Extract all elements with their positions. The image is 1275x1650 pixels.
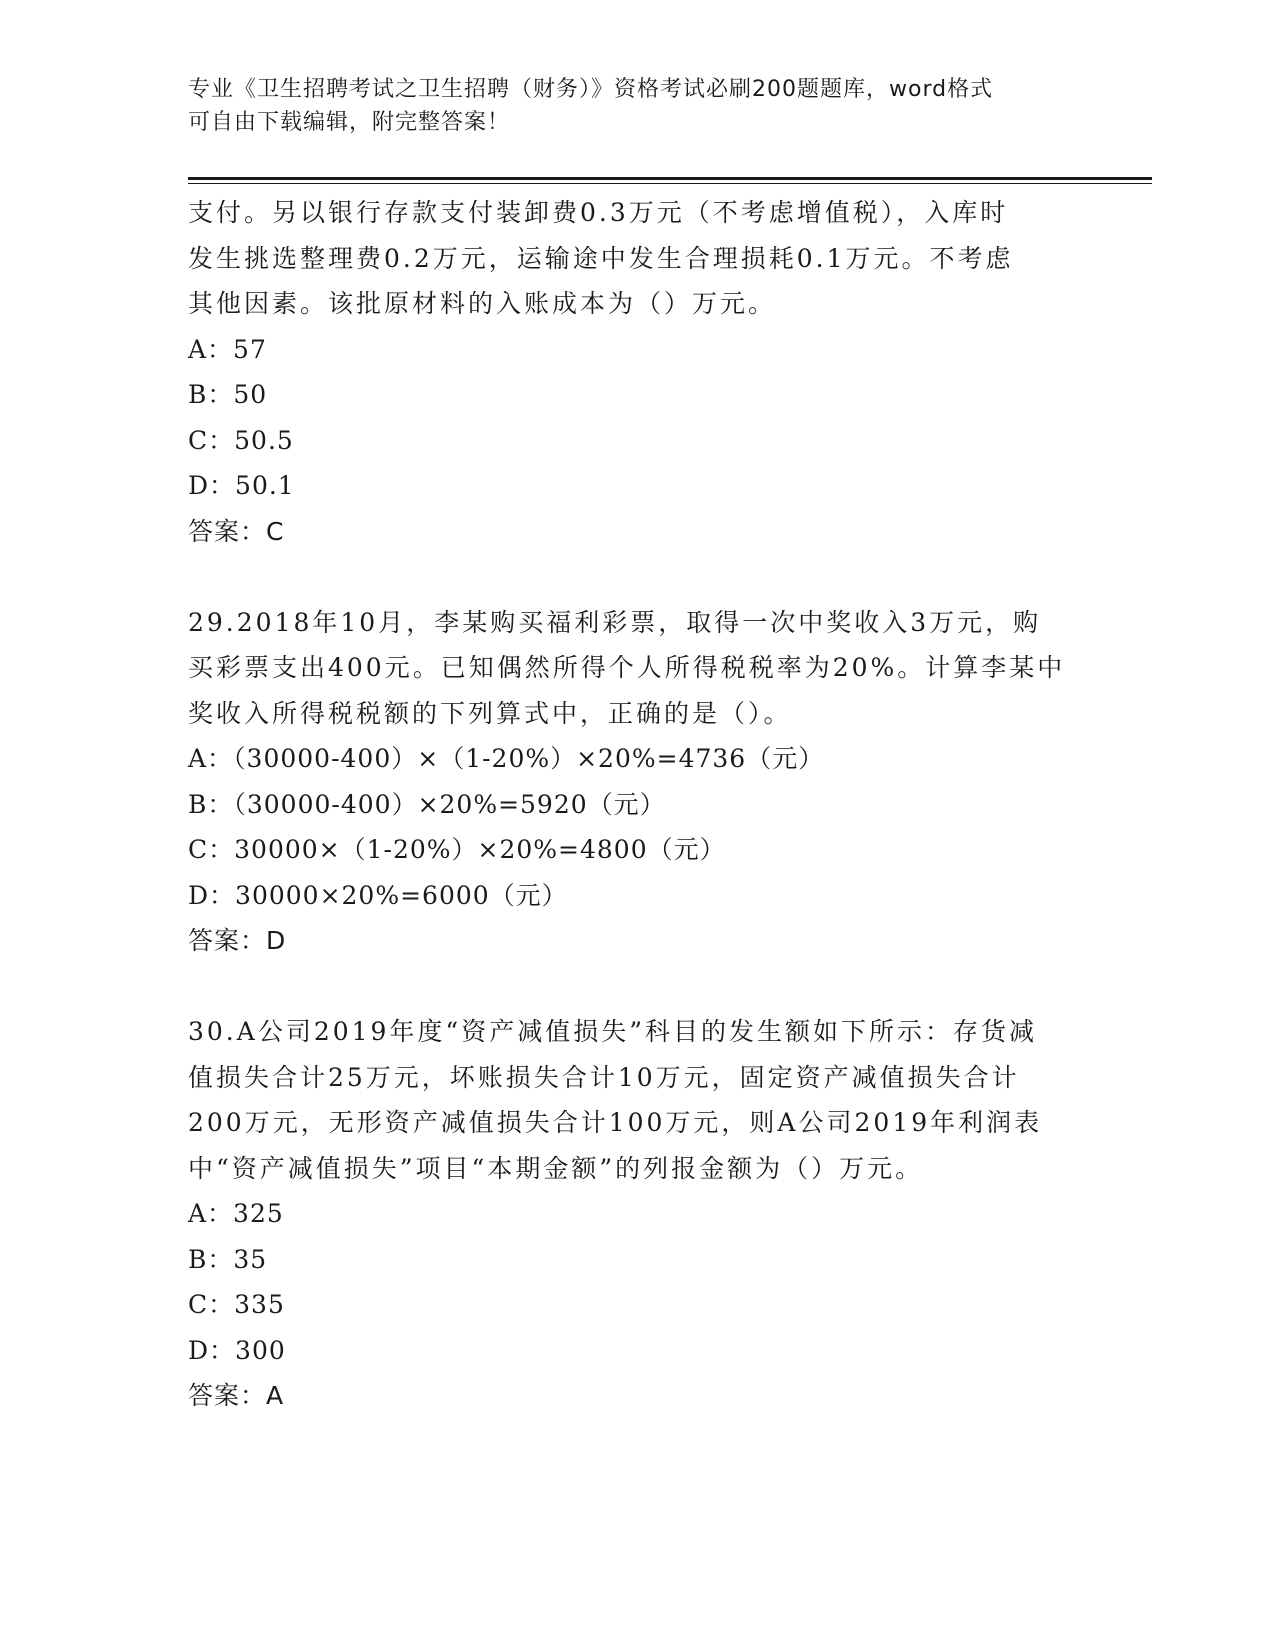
question-block xyxy=(188,600,1088,964)
option-c: C：30000×（1-20%）×20%=4800（元） xyxy=(188,835,726,864)
option-b: B：35 xyxy=(188,1244,268,1274)
answer-line: 答案：D xyxy=(188,926,287,955)
question-text-line: 发生挑选整理费0.2万元，运输途中发生合理损耗0.1万元。不考虑 xyxy=(188,243,1014,273)
option-b: B：50 xyxy=(188,380,268,409)
question-text-line: 30.A公司2019年度“资产减值损失”科目的发生额如下所示：存货减 xyxy=(188,1017,1037,1046)
option-b: B：（30000-400）×20%=5920（元） xyxy=(188,789,666,819)
option-c: C：335 xyxy=(188,1290,285,1319)
question-text-line: 其他因素。该批原材料的入账成本为（）万元。 xyxy=(188,289,777,318)
option-d: D：300 xyxy=(188,1335,286,1365)
option-a: A：（30000-400）×（1-20%）×20%=4736（元） xyxy=(188,744,825,773)
question-text-line: 支付。另以银行存款支付装卸费0.3万元（不考虑增值税），入库时 xyxy=(188,198,1009,227)
question-text-line: 值损失合计25万元，坏账损失合计10万元，固定资产减值损失合计 xyxy=(188,1062,1020,1092)
header-divider-thick xyxy=(188,177,1152,180)
option-a: A：57 xyxy=(188,334,267,364)
header-title-line-1: 专业《卫生招聘考试之卫生招聘（财务）》资格考试必刷200题题库，word格式 xyxy=(188,77,994,102)
header-divider-thin xyxy=(188,183,1152,184)
answer-line: 答案：A xyxy=(188,1381,285,1410)
question-text-line: 奖收入所得税税额的下列算式中，正确的是（）。 xyxy=(188,698,792,728)
option-d: D：50.1 xyxy=(188,471,295,500)
question-list xyxy=(188,190,1088,1419)
header-title-line-2: 可自由下载编辑，附完整答案！ xyxy=(188,110,511,135)
question-block xyxy=(188,1009,1088,1419)
question-spacer xyxy=(188,964,1088,1010)
question-text-line: 买彩票支出400元。已知偶然所得个人所得税税率为20%。计算李某中 xyxy=(188,653,1066,682)
question-text-line: 200万元，无形资产减值损失合计100万元，则A公司2019年利润表 xyxy=(188,1108,1043,1137)
question-spacer xyxy=(188,554,1088,600)
option-a: A：325 xyxy=(188,1199,284,1228)
question-text-line: 中“资产减值损失”项目“本期金额”的列报金额为（）万元。 xyxy=(188,1153,924,1183)
answer-line: 答案：C xyxy=(188,516,285,546)
option-c: C：50.5 xyxy=(188,425,294,455)
page-header xyxy=(188,73,1088,139)
question-block xyxy=(188,190,1088,554)
option-d: D：30000×20%=6000（元） xyxy=(188,880,568,910)
question-text-line: 29.2018年10月，李某购买福利彩票，取得一次中奖收入3万元，购 xyxy=(188,607,1042,637)
